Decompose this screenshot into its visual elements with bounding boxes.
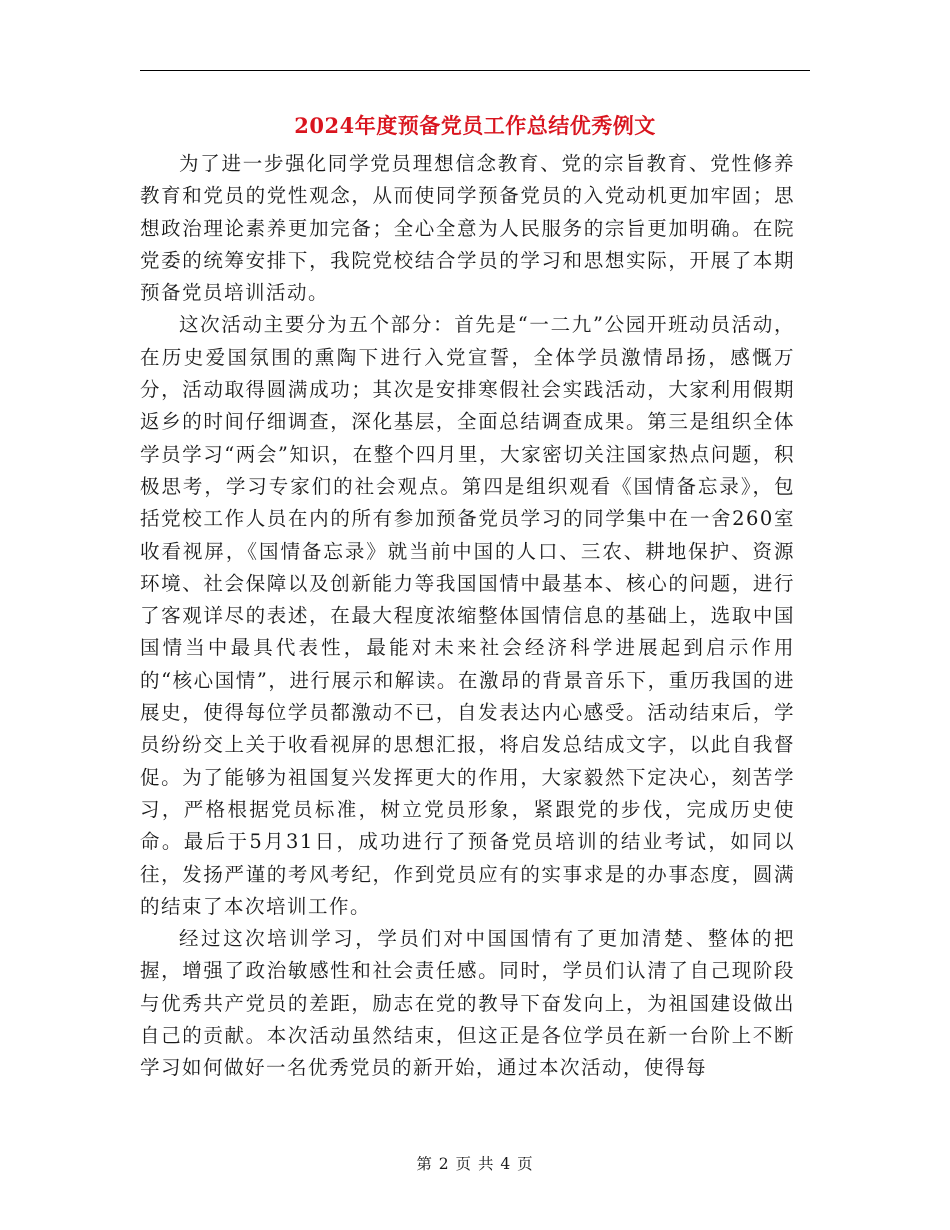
page-number: 第 2 页 共 4 页	[416, 1155, 534, 1173]
document-title: 2024年度预备党员工作总结优秀例文	[294, 113, 656, 138]
paragraph: 这次活动主要分为五个部分：首先是“一二九”公园开班动员活动，在历史爱国氛围的熏陶下进行入党宣誓，全体学员激情昂扬，感慨万分，活动取得圆满成功；其次是安排寒假社会实践活动，大家利用假期返乡的时间仔细调查，深化基层，全面总结调查成果。第三是组织全体学员学习“两会”知识，在整个四月里，大家密切关注国家热点问题，积极思考，学习专家们的社会观点。第四是组织观看《国情备忘录》，包括党校工作人员在内的所有参加预备党员学习的同学集中在一舍260室收看视屏，《国情备忘录》就当前中国的人口、三农、耕地保护、资源环境、社会保障以及创新能力等我国国情中最基本、核心的问题，进行了客观详尽的表述，在最大程度浓缩整体国情信息的基础上，选取中国国情当中最具代表性，最能对未来社会经济科学进展起到启示作用的“核心国情”，进行展示和解读。在激昂的背景音乐下，重历我国的进展史，使得每位学员都激动不已，自发表达内心感受。活动结束后，学员纷纷交上关于收看视屏的思想汇报，将启发总结成文字，以此自我督促。为了能够为祖国复兴发挥更大的作用，大家毅然下定决心，刻苦学习，严格根据党员标准，树立党员形象，紧跟党的步伐，完成历史使命。最后于5月31日，成功进行了预备党员培训的结业考试，如同以往，发扬严谨的考风考纪，作到党员应有的实事求是的办事态度，圆满的结束了本次培训工作。	[140, 313, 795, 918]
paragraph: 为了进一步强化同学党员理想信念教育、党的宗旨教育、党性修养教育和党员的党性观念，从而使同学预备党员的入党动机更加牢固；思想政治理论素养更加完备；全心全意为人民服务的宗旨更加明确。在院党委的统筹安排下，我院党校结合学员的学习和思想实际，开展了本期预备党员培训活动。	[140, 152, 795, 305]
paragraph: 经过这次培训学习，学员们对中国国情有了更加清楚、整体的把握，增强了政治敏感性和社会责任感。同时，学员们认清了自己现阶段与优秀共产党员的差距，励志在党的教导下奋发向上，为祖国建设做出自己的贡献。本次活动虽然结束，但这正是各位学员在新一台阶上不断学习如何做好一名优秀党员的新开始，通过本次活动，使得每	[140, 927, 795, 1080]
document-body	[140, 148, 795, 1085]
header-rule	[140, 70, 810, 71]
